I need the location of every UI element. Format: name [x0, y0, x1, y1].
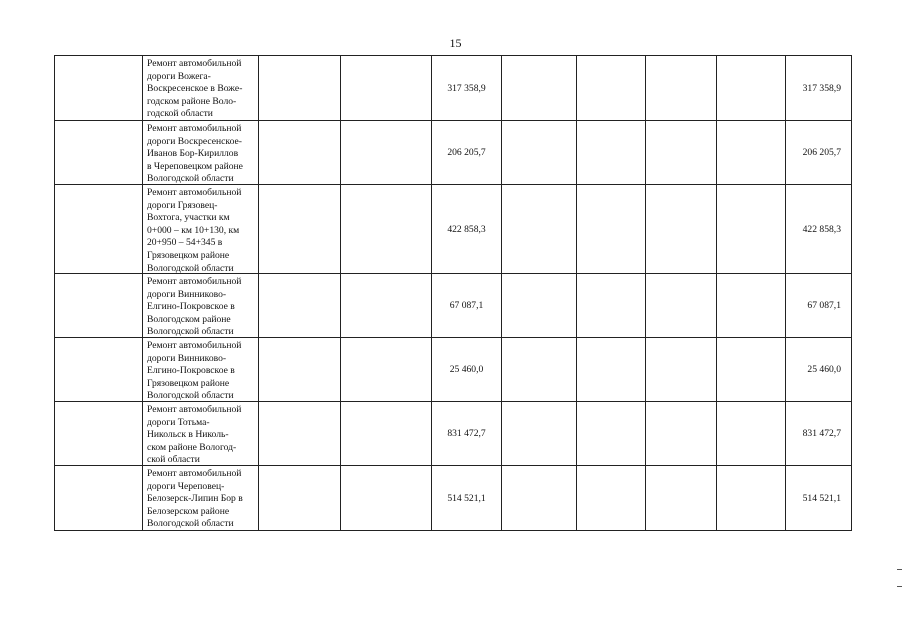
description-cell: Ремонт автомобильной дороги Вожега- Воскресенское в Вожe- годском районе Воло- годской области: [142, 56, 258, 120]
table-row: [55, 120, 851, 184]
empty-cell: [501, 56, 576, 120]
empty-cell: [340, 274, 431, 337]
empty-cell: [576, 185, 645, 273]
empty-cell: [340, 338, 431, 401]
empty-cell: [258, 402, 340, 465]
total-cell: 206 205,7: [785, 121, 851, 184]
amount-cell: 514 521,1: [431, 466, 501, 530]
amount-cell: 831 472,7: [431, 402, 501, 465]
description-cell: Ремонт автомобильной дороги Винниково- Елгино-Покровское в Грязовецком районе Вологодской области: [142, 338, 258, 401]
empty-cell: [501, 466, 576, 530]
empty-cell: [501, 121, 576, 184]
empty-cell: [501, 274, 576, 337]
total-cell: 422 858,3: [785, 185, 851, 273]
description-cell: Ремонт автомобильной дороги Воскресенское- Иванов Бор-Кириллов в Череповецком районе Вологодской области: [142, 121, 258, 184]
empty-cell: [258, 185, 340, 273]
empty-cell: [716, 56, 785, 120]
empty-cell: [258, 338, 340, 401]
index-cell: [55, 274, 142, 337]
table-row: [55, 184, 851, 273]
table-row: [55, 273, 851, 337]
empty-cell: [576, 402, 645, 465]
empty-cell: [576, 121, 645, 184]
empty-cell: [501, 338, 576, 401]
empty-cell: [576, 56, 645, 120]
index-cell: [55, 338, 142, 401]
empty-cell: [645, 274, 716, 337]
index-cell: [55, 121, 142, 184]
empty-cell: [716, 274, 785, 337]
total-cell: 25 460,0: [785, 338, 851, 401]
empty-cell: [716, 338, 785, 401]
margin-mark: [897, 586, 902, 587]
empty-cell: [258, 121, 340, 184]
empty-cell: [645, 402, 716, 465]
table-row: [55, 465, 851, 530]
table-row: [55, 337, 851, 401]
index-cell: [55, 466, 142, 530]
empty-cell: [340, 402, 431, 465]
empty-cell: [340, 121, 431, 184]
empty-cell: [645, 466, 716, 530]
data-table: [54, 55, 852, 531]
amount-cell: 422 858,3: [431, 185, 501, 273]
empty-cell: [258, 56, 340, 120]
empty-cell: [716, 466, 785, 530]
table-row: [55, 401, 851, 465]
empty-cell: [340, 466, 431, 530]
empty-cell: [501, 402, 576, 465]
empty-cell: [645, 56, 716, 120]
amount-cell: 206 205,7: [431, 121, 501, 184]
empty-cell: [501, 185, 576, 273]
empty-cell: [716, 185, 785, 273]
total-cell: 831 472,7: [785, 402, 851, 465]
amount-cell: 67 087,1: [431, 274, 501, 337]
empty-cell: [645, 121, 716, 184]
page-number: 15: [449, 36, 462, 50]
description-cell: Ремонт автомобильной дороги Череповец- Белозерск-Липин Бор в Белозерском районе Вологодской области: [142, 466, 258, 530]
total-cell: 317 358,9: [785, 56, 851, 120]
margin-mark: [897, 569, 902, 570]
description-cell: Ремонт автомобильной дороги Винниково- Елгино-Покровское в Вологодском районе Вологодской области: [142, 274, 258, 337]
empty-cell: [258, 274, 340, 337]
empty-cell: [645, 185, 716, 273]
empty-cell: [576, 274, 645, 337]
total-cell: 67 087,1: [785, 274, 851, 337]
index-cell: [55, 402, 142, 465]
empty-cell: [258, 466, 340, 530]
empty-cell: [645, 338, 716, 401]
empty-cell: [716, 402, 785, 465]
index-cell: [55, 56, 142, 120]
empty-cell: [340, 56, 431, 120]
amount-cell: 25 460,0: [431, 338, 501, 401]
description-cell: Ремонт автомобильной дороги Грязовец- Вохтога, участки км 0+000 – км 10+130, км 20+950 – 54+345 в Грязовецком районе Вологодской области: [142, 185, 258, 273]
empty-cell: [340, 185, 431, 273]
amount-cell: 317 358,9: [431, 56, 501, 120]
table-row: [55, 56, 851, 120]
description-cell: Ремонт автомобильной дороги Тотьма- Никольск в Николь- ском районе Вологод- ской области: [142, 402, 258, 465]
empty-cell: [576, 338, 645, 401]
total-cell: 514 521,1: [785, 466, 851, 530]
empty-cell: [716, 121, 785, 184]
index-cell: [55, 185, 142, 273]
empty-cell: [576, 466, 645, 530]
